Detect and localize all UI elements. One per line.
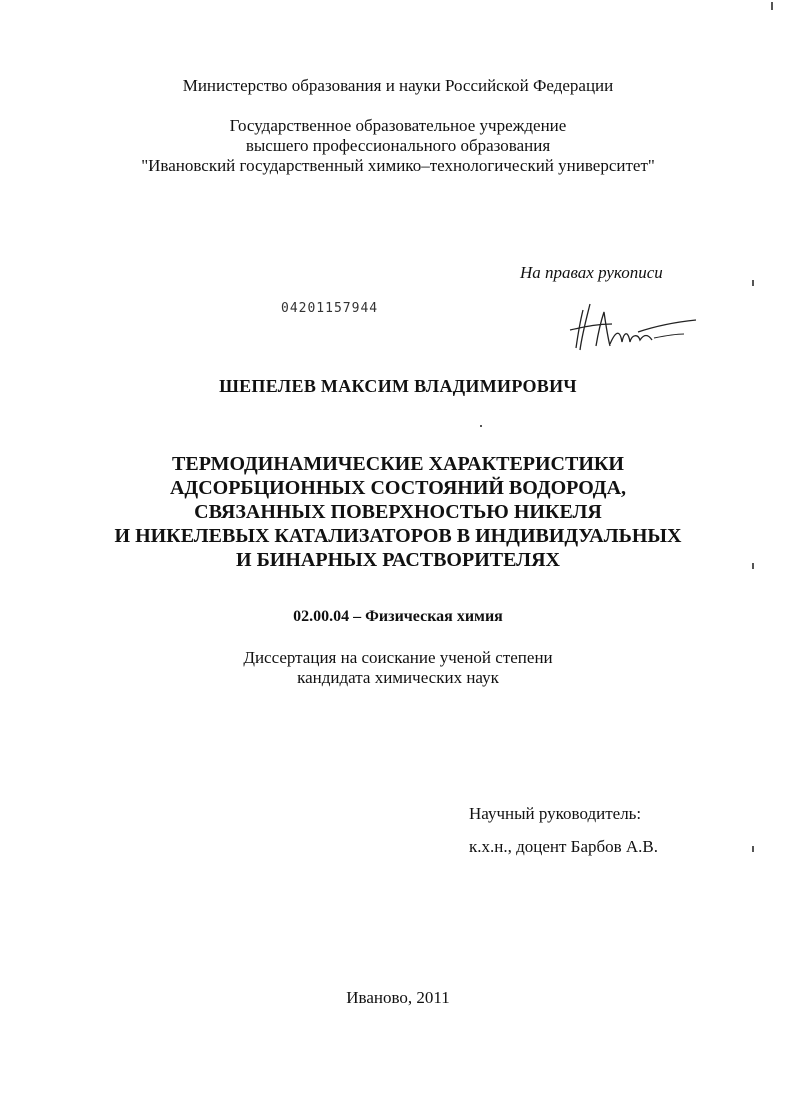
degree-block	[0, 648, 796, 688]
degree-line-2: кандидата химических наук	[297, 668, 499, 687]
title-line-1: ТЕРМОДИНАМИЧЕСКИЕ ХАРАКТЕРИСТИКИ	[172, 453, 624, 475]
city-year: Иваново, 2011	[346, 988, 450, 1007]
specialty-code: 02.00.04 – Физическая химия	[293, 608, 503, 625]
scan-speck	[752, 280, 754, 286]
scan-speck	[752, 846, 754, 852]
scan-speck	[771, 2, 773, 10]
institution-line-1: Государственное образовательное учреждение	[229, 116, 567, 135]
title-line-5: И БИНАРНЫХ РАСТВОРИТЕЛЯХ	[236, 549, 560, 571]
advisor-label: Научный руководитель:	[469, 804, 642, 823]
title-line-3: СВЯЗАННЫХ ПОВЕРХНОСТЬЮ НИКЕЛЯ	[194, 501, 602, 523]
degree-line-1: Диссертация на соискание ученой степени	[243, 648, 553, 667]
rights-note: На правах рукописи	[520, 263, 663, 282]
scan-speck	[480, 425, 482, 427]
advisor-name: к.х.н., доцент Барбов А.В.	[469, 837, 659, 856]
author-name: ШЕПЕЛЕВ МАКСИМ ВЛАДИМИРОВИЧ	[219, 376, 577, 396]
institution-line-3: "Ивановский государственный химико–технологический университет"	[141, 156, 655, 175]
dissertation-title	[0, 452, 796, 572]
title-line-2: АДСОРБЦИОННЫХ СОСТОЯНИЙ ВОДОРОДА,	[169, 477, 627, 499]
handwritten-signature	[568, 300, 698, 358]
scan-speck	[752, 563, 754, 569]
institution-block	[0, 116, 796, 176]
ministry-line: Министерство образования и науки Российской Федерации	[182, 76, 614, 95]
title-line-4: И НИКЕЛЕВЫХ КАТАЛИЗАТОРОВ В ИНДИВИДУАЛЬНЫХ	[114, 525, 682, 547]
library-stamp-number: 04201157944	[281, 301, 379, 316]
institution-line-2: высшего профессионального образования	[245, 136, 551, 155]
